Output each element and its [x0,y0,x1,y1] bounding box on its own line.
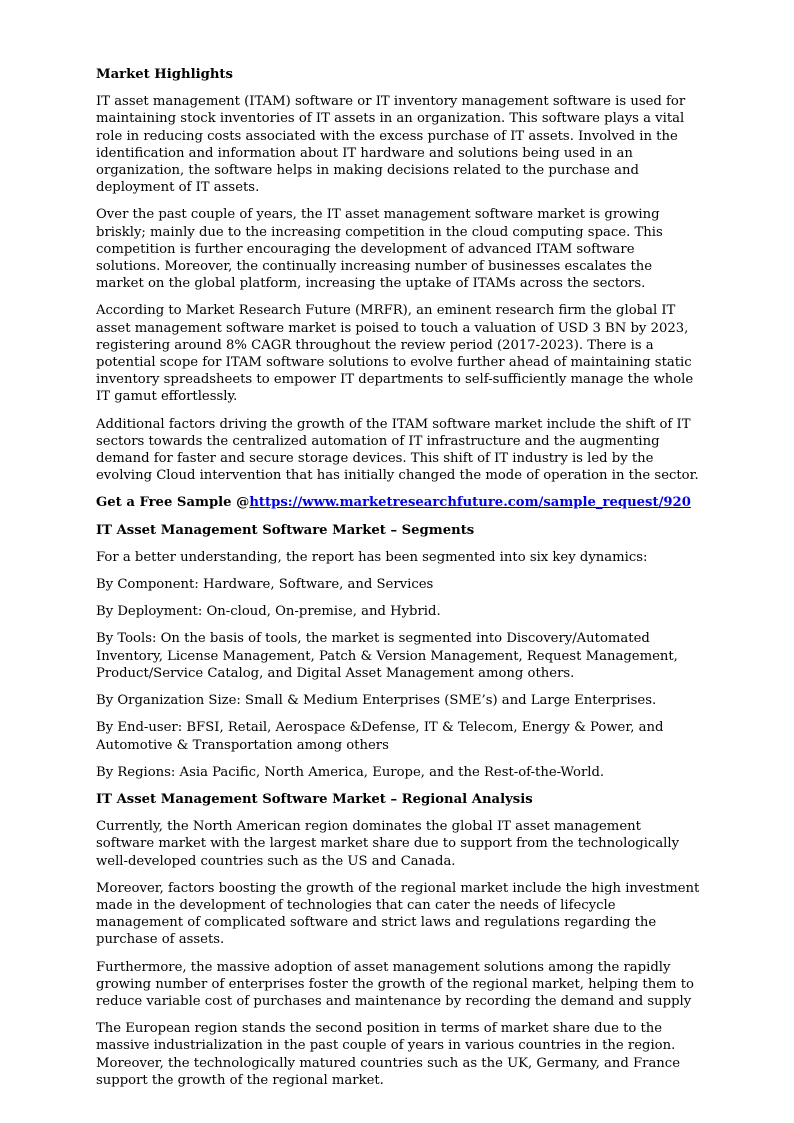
free-sample-link[interactable]: https://www.marketresearchfuture.com/sample_request/920 [249,495,691,511]
regional-analysis-heading: IT Asset Management Software Market – Regional Analysis [96,791,533,807]
free-sample-label: Get a Free Sample @ [96,495,250,511]
document-page [96,66,700,1099]
segments-intro: For a better understanding, the report has been segmented into six key dynamics: [96,549,648,565]
paragraph-market-growth: Over the past couple of years, the IT asset management software market is growing briskly; mainly due to the increasing competition in the cloud computing space. This competition is further encouraging the development of advanced ITAM software solutions. Moreover, the continually increasing number of businesses escalates the market on the global platform, increasing the uptake of ITAMs across the sectors. [96,207,663,292]
paragraph-itam-definition: IT asset management (ITAM) software or IT inventory management software is used for maintaining stock inventories of IT assets in an organization. This software plays a vital role in reducing costs associated with the excess purchase of IT assets. Involved in the identification and information about IT hardware and solutions being used in an organization, the software helps in making decisions related to the purchase and deployment of IT assets. [96,94,686,196]
segment-end-user: By End-user: BFSI, Retail, Aerospace &Defense, IT & Telecom, Energy & Power, and Automotive & Transportation among others [96,720,664,753]
paragraph-regional-factors: Moreover, factors boosting the growth of the regional market include the high investment made in the development of technologies that can cater the needs of lifecycle management of complicated software and strict laws and regulations regarding the purchase of assets. [96,880,700,948]
segments-heading: IT Asset Management Software Market – Segments [96,522,475,538]
segment-component: By Component: Hardware, Software, and Services [96,577,434,593]
paragraph-mrfr-valuation: According to Market Research Future (MRFR), an eminent research firm the global IT asset management software market is poised to touch a valuation of USD 3 BN by 2023, registering around 8% CAGR throughout the review period (2017-2023). There is a potential scope for ITAM software solutions to evolve further ahead of maintaining static inventory spreadsheets to empower IT departments to self-sufficiently manage the whole IT gamut effortlessly. [96,303,694,405]
free-sample-line [96,494,700,511]
market-highlights-heading: Market Highlights [96,67,233,82]
paragraph-north-america: Currently, the North American region dominates the global IT asset management software market with the largest market share due to support from the technologically well-developed countries such as the US and Canada. [96,819,680,869]
segment-deployment: By Deployment: On-cloud, On-premise, and Hybrid. [96,604,441,620]
segment-regions: By Regions: Asia Pacific, North America, Europe, and the Rest-of-the-World. [96,764,605,780]
paragraph-growth-factors: Additional factors driving the growth of the ITAM software market include the shift of IT sectors towards the centralized automation of IT infrastructure and the augmenting demand for faster and secure storage devices. This shift of IT industry is led by the evolving Cloud intervention that has initially changed the mode of operation in the sector. [96,416,699,484]
paragraph-adoption: Furthermore, the massive adoption of asset management solutions among the rapidly growing number of enterprises foster the growth of the regional market, helping them to reduce variable cost of purchases and maintenance by recording the demand and supply [96,959,694,1009]
segment-organization-size: By Organization Size: Small & Medium Enterprises (SME’s) and Large Enterprises. [96,693,657,709]
paragraph-europe: The European region stands the second position in terms of market share due to the massive industrialization in the past couple of years in various countries in the region. Moreover, the technologically matured countries such as the UK, Germany, and France support the growth of the regional market. [96,1021,680,1088]
segment-tools: By Tools: On the basis of tools, the market is segmented into Discovery/Automated Inventory, License Management, Patch & Version Management, Request Management, Product/Service Catalog, and Digital Asset Management among others. [96,631,678,681]
